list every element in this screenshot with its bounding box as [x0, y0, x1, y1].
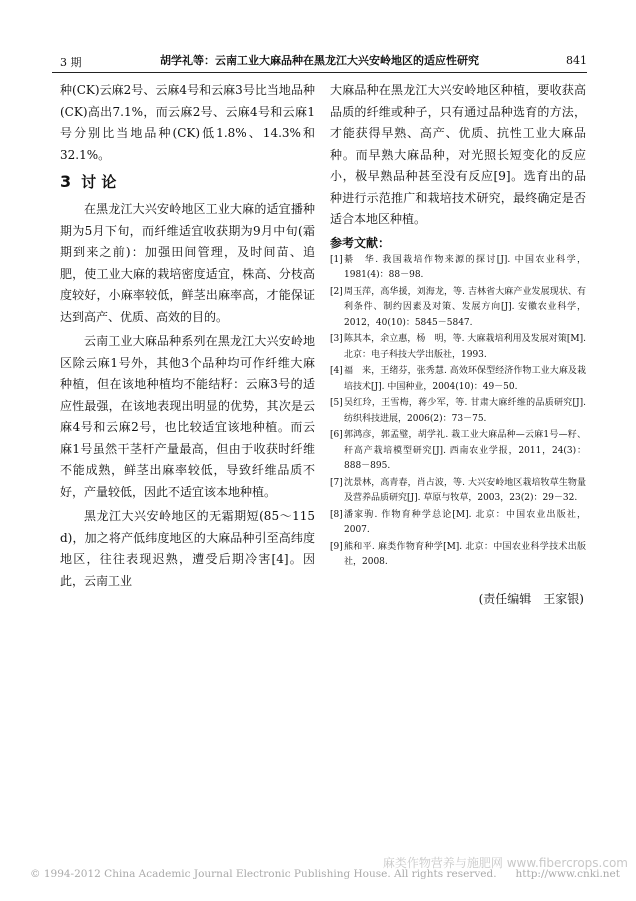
reference-item: [5] 吴红玲，王雪梅，蒋少军，等. 甘肃大麻纤维的品质研究[J]. 纺织科技进展，2006(2)：73－75. — [330, 398, 586, 424]
discussion-paragraph-3: 黑龙江大兴安岭地区的无霜期短(85～115 d)，加之将产低纬度地区的大麻品种引至高纬度地区，往往表现迟熟，遭受后期冷害[4]。因此，云南工业 — [60, 509, 315, 588]
copyright-notice: © 1994-2012 China Academic Journal Electronic Publishing House. All rights reserved. — [30, 868, 497, 880]
reference-item: [6] 郭鸿彦，郭孟璧，胡学礼. 栽工业大麻品种—云麻1号—籽、秆高产栽培模型研究[J]. 西南农业学报，2011，24(3)：888－895. — [330, 430, 586, 471]
page-header — [52, 50, 587, 72]
reference-item: [4] 福 来，王绪芬，张秀慧. 高效环保型经济作物工业大麻及栽培技术[J]. 中国种业，2004(10)：49－50. — [330, 366, 586, 392]
reference-item: [2] 周玉萍，高华援，刘海龙，等. 吉林省大麻产业发展现状、有利条件、制约因素及对策、发展方向[J]. 安徽农业科学，2012，40(10)：5845－5847. — [330, 286, 586, 328]
section-heading — [60, 171, 315, 193]
reference-item: [7] 沈景林，高青春，肖占波，等. 大兴安岭地区栽培牧草生物量及营养品质研究[J]. 草原与牧草，2003，23(2)：29－32. — [330, 477, 586, 503]
reference-item: [8] 潘家驹. 作物育种学总论[M]. 北京：中国农业出版社，2007. — [330, 509, 586, 535]
discussion-paragraph-continued: 大麻品种在黑龙江大兴安岭地区种植，要收获高品质的纤维或种子，只有通过品种选育的方法，才能获得早熟、高产、优质、抗性工业大麻品种。而早熟大麻品种，对光照长短变化的反应小，极早熟品种甚至没有反应[9]。选育出的品种进行示范推广和栽培技术研究，最终确定是否适合本地区种植。 — [330, 83, 586, 226]
discussion-paragraph-2: 云南工业大麻品种系列在黑龙江大兴安岭地区除云麻1号外，其他3个品种均可作纤维大麻种植，但在该地种植均不能结籽：云麻3号的适应性最强，在该地表现出明显的优势，其次是云麻4号和云麻2号，也比较适宜该地种植。而云麻1号虽然干茎杆产量最高，但由于收获时纤维不能成熟，鲜茎出麻率较低，导致纤维品质不好，产量较低，因此不适宜该本地种植。 — [60, 334, 315, 499]
section-number: 3 — [60, 172, 72, 191]
footer-link[interactable]: http://www.cnki.net — [515, 868, 620, 880]
reference-list — [330, 253, 586, 571]
left-column — [60, 80, 315, 592]
section-title: 讨 论 — [81, 173, 117, 191]
editor-note: (责任编辑 王家银) — [478, 591, 584, 606]
right-column — [330, 80, 586, 610]
reference-item: [9] 熊和平. 麻类作物育种学[M]. 北京：中国农业科学技术出版社，2008. — [330, 541, 586, 567]
reference-item: [3] 陈其本，余立惠，杨 明，等. 大麻栽培利用及发展对策[M]. 北京：电子科技大学出版社，1993. — [330, 334, 586, 360]
page-number: 841 — [566, 54, 587, 67]
issue-label: 3 期 — [60, 56, 82, 69]
running-title: 胡学礼等：云南工业大麻品种在黑龙江大兴安岭地区的适应性研究 — [160, 54, 479, 67]
discussion-paragraph-1: 在黑龙江大兴安岭地区工业大麻的适宜播种期为5月下旬，而纤维适宜收获期为9月中旬(霜期到来之前)：加强田间管理，及时间苗、追肥，使工业大麻的栽培密度适宜，株高、分枝高度较好，小麻率较低，鲜茎出麻率高，才能保证达到高产、优质、高效的目的。 — [60, 202, 315, 324]
references-title: 参考文献： — [330, 235, 391, 250]
reference-item: [1] 綦 华. 我国栽培作物来源的探讨[J]. 中国农业科学，1981(4)：88－98. — [330, 254, 586, 280]
site-watermark: 麻类作物营养与施肥网 www.fibercrops.com — [382, 856, 628, 870]
header-rule — [52, 72, 587, 73]
intro-paragraph: 种(CK)云麻2号、云麻4号和云麻3号比当地品种(CK)高出7.1%，而云麻2号、云麻4号和云麻1号分别比当地品种(CK)低1.8%、14.3%和32.1%。 — [60, 83, 315, 162]
